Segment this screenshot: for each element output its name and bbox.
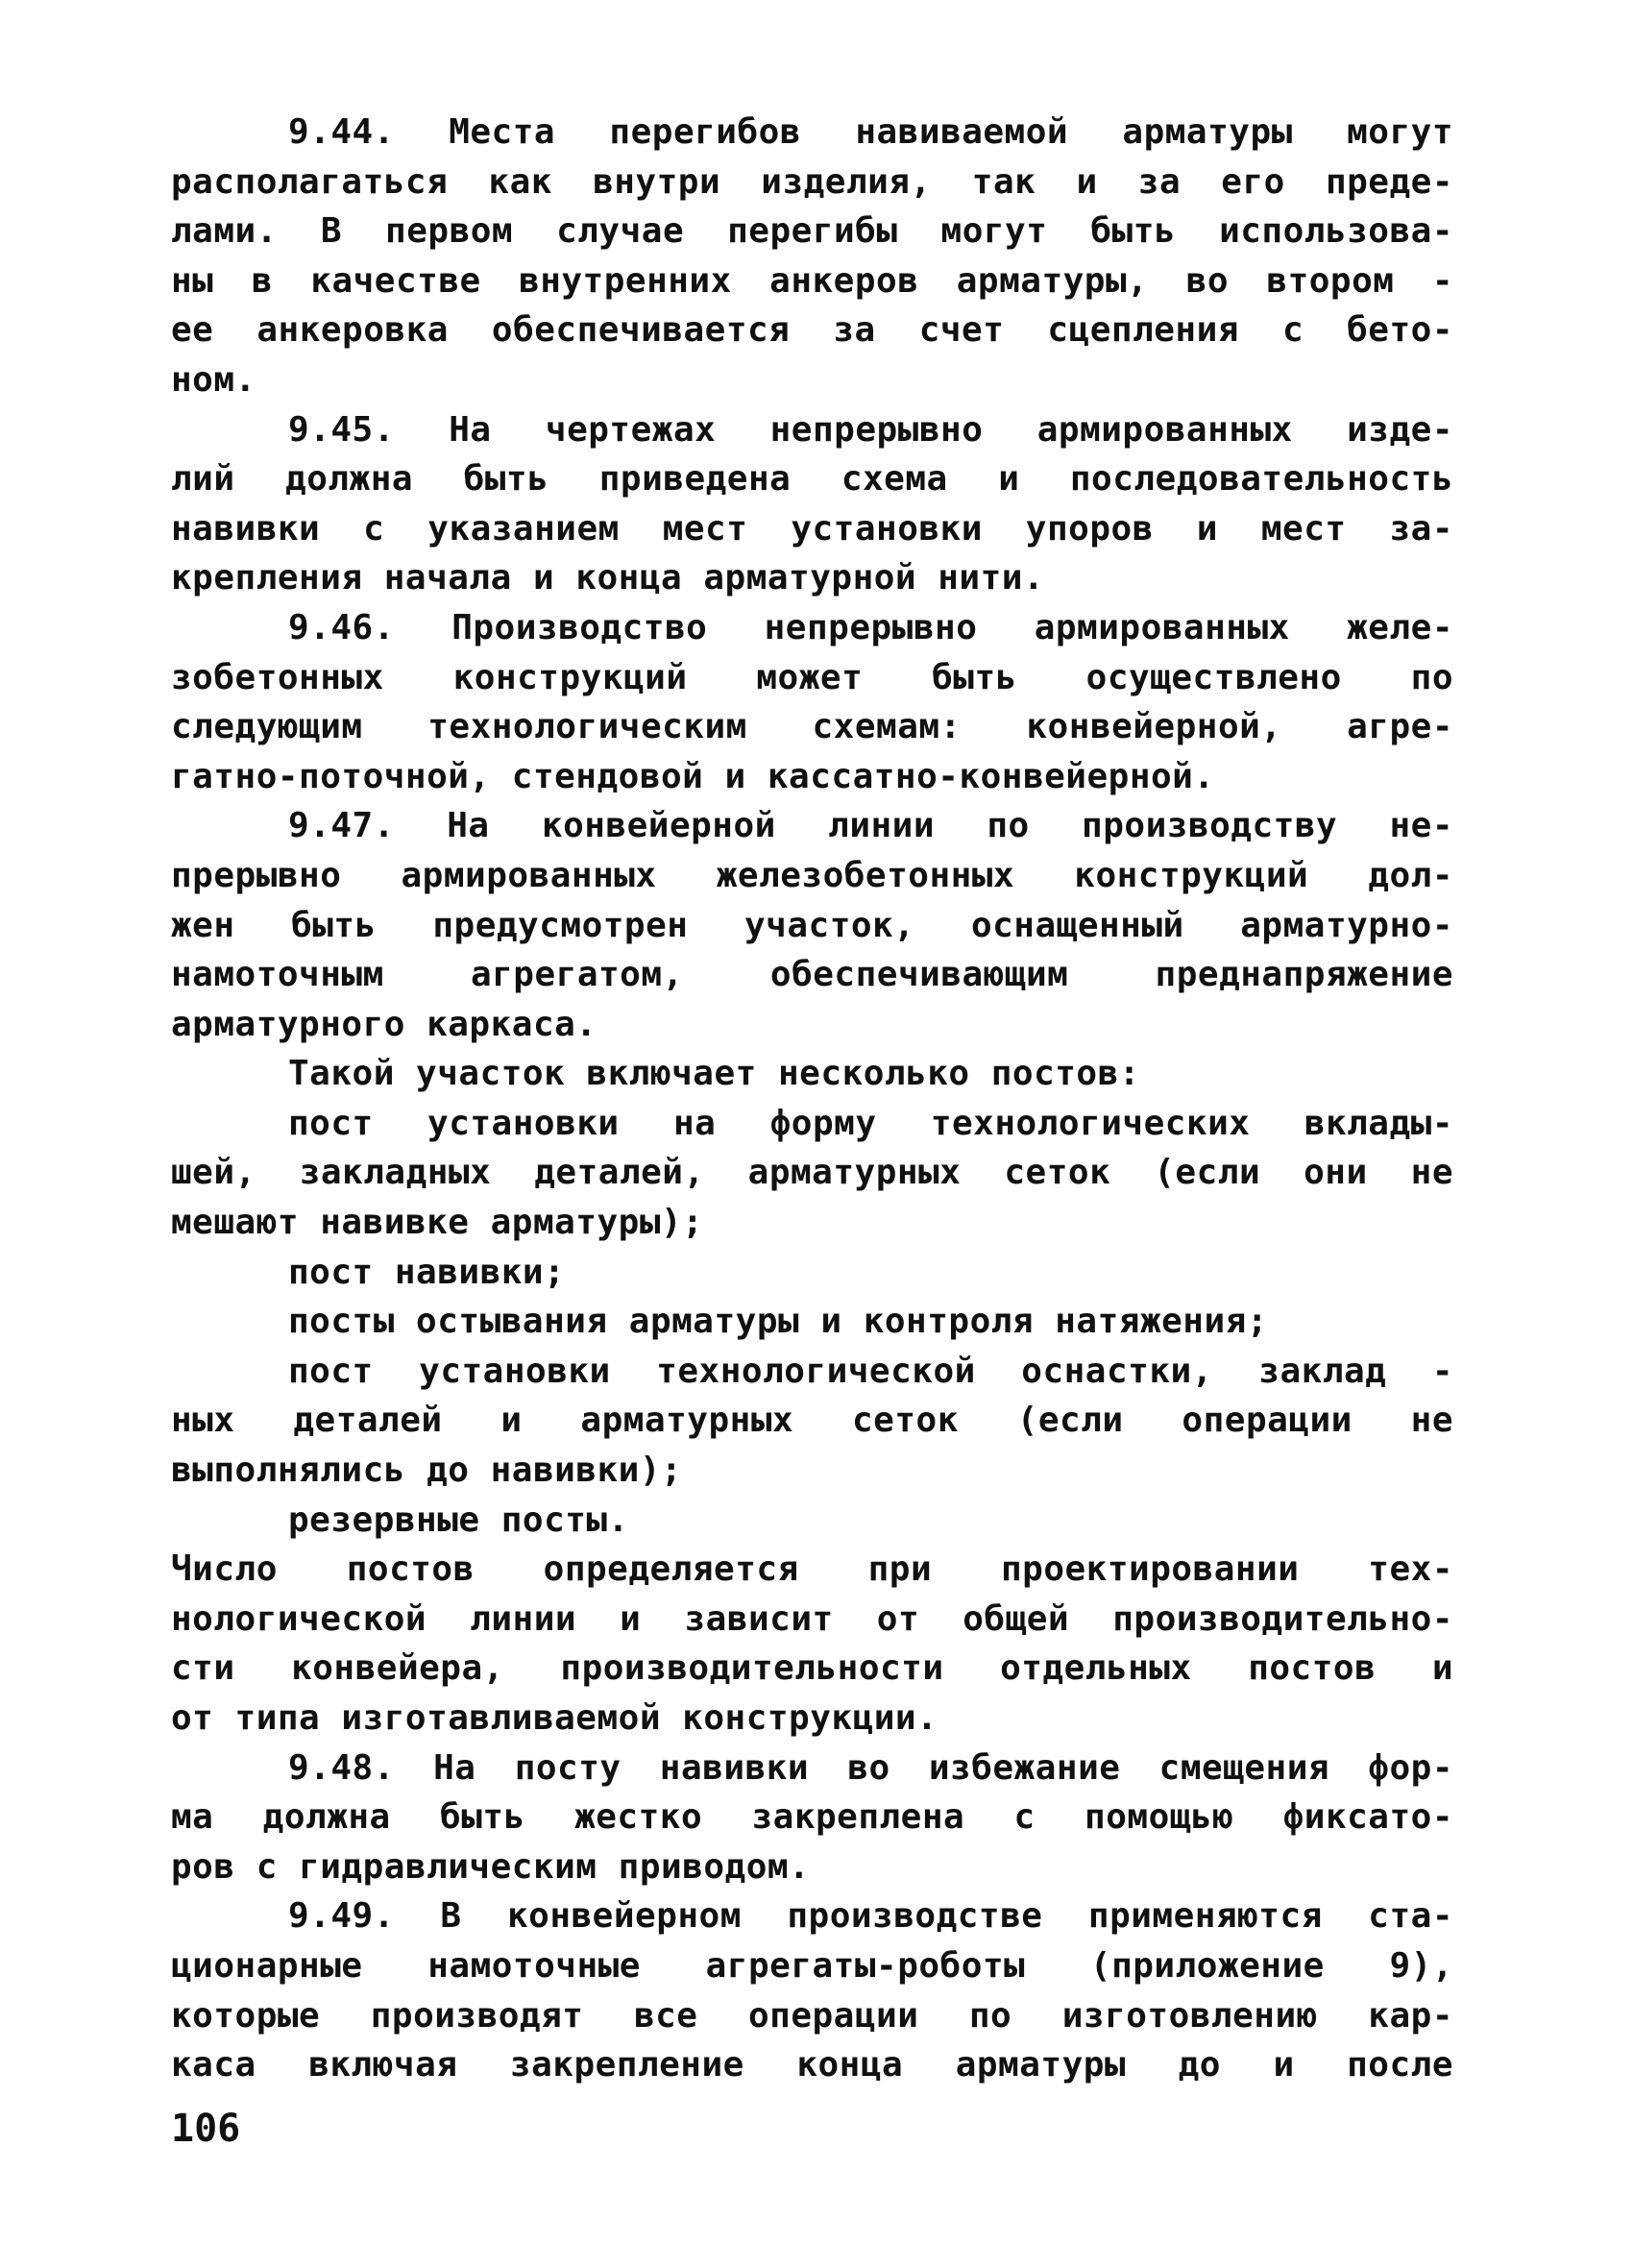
text-line: от типа изготавливаемой конструкции. — [171, 1698, 938, 1738]
text-line: намоточным агрегатом, обеспечивающим преднапряжение — [171, 955, 1453, 995]
text-line: лий должна быть приведена схема и последовательность — [171, 459, 1453, 500]
text-line: ма должна быть жестко закреплена с помощью фиксато- — [171, 1797, 1453, 1838]
text-line: сти конвейера, производительности отдельных постов и — [171, 1648, 1453, 1689]
text-line: пост навивки; — [288, 1252, 566, 1292]
text-line: Число постов определяется при проектировании тех- — [171, 1549, 1453, 1590]
text-line: резервные посты. — [288, 1500, 629, 1540]
text-line: каса включая закрепление конца арматуры до и после — [171, 2045, 1453, 2085]
text-line: выполнялись до навивки); — [171, 1451, 683, 1491]
body-text — [171, 108, 1453, 2090]
text-line: лами. В первом случае перегибы могут быть использова- — [171, 211, 1453, 252]
text-line: арматурного каркаса. — [171, 1004, 597, 1044]
text-line: пост установки на форму технологических вклады- — [288, 1103, 1453, 1143]
text-line: гатно-поточной, стендовой и кассатно-конвейерной. — [171, 756, 1215, 796]
text-line: ном. — [171, 359, 256, 400]
text-line: следующим технологическим схемам: конвейерной, агре- — [171, 707, 1453, 747]
text-line: ее анкеровка обеспечивается за счет сцепления с бето- — [171, 310, 1453, 351]
text-line: ных деталей и арматурных сеток (если операции не — [171, 1401, 1453, 1441]
text-line: ционарные намоточные агрегаты-роботы (приложение 9), — [171, 1945, 1453, 1986]
text-line: шей, закладных деталей, арматурных сеток (если они не — [171, 1153, 1453, 1193]
text-line: 9.49. В конвейерном производстве применяются ста- — [288, 1896, 1453, 1937]
text-line: 9.48. На посту навивки во избежание смещения фор- — [288, 1747, 1453, 1788]
text-line: жен быть предусмотрен участок, оснащенный арматурно- — [171, 905, 1453, 945]
page-number: 106 — [171, 2107, 241, 2151]
text-line: располагаться как внутри изделия, так и за его преде- — [171, 161, 1453, 202]
text-line: прерывно армированных железобетонных конструкций дол- — [171, 855, 1453, 895]
text-line: 9.44. Места перегибов навиваемой арматуры могут — [288, 112, 1453, 152]
text-line: ны в качестве внутренних анкеров арматуры, во втором - — [171, 260, 1453, 301]
text-line: мешают навивке арматуры); — [171, 1203, 704, 1243]
text-line: ров с гидравлическим приводом. — [171, 1846, 811, 1887]
text-line: 9.47. На конвейерной линии по производству не- — [288, 806, 1453, 846]
text-line: которые производят все операции по изготовлению кар- — [171, 1995, 1453, 2036]
text-line: 9.46. Производство непрерывно армированных желе- — [288, 607, 1453, 647]
text-line: нологической линии и зависит от общей производительно- — [171, 1598, 1453, 1639]
text-line: зобетонных конструкций может быть осуществлено по — [171, 657, 1453, 697]
text-line: посты остывания арматуры и контроля натяжения; — [288, 1302, 1268, 1342]
text-line: Такой участок включает несколько постов: — [288, 1054, 1140, 1094]
text-line: навивки с указанием мест установки упоров и мест за- — [171, 508, 1453, 549]
text-line: крепления начала и конца арматурной нити. — [171, 558, 1045, 598]
text-line: 9.45. На чертежах непрерывно армированных изде- — [288, 409, 1453, 450]
text-line: пост установки технологической оснастки, заклад - — [288, 1351, 1453, 1391]
